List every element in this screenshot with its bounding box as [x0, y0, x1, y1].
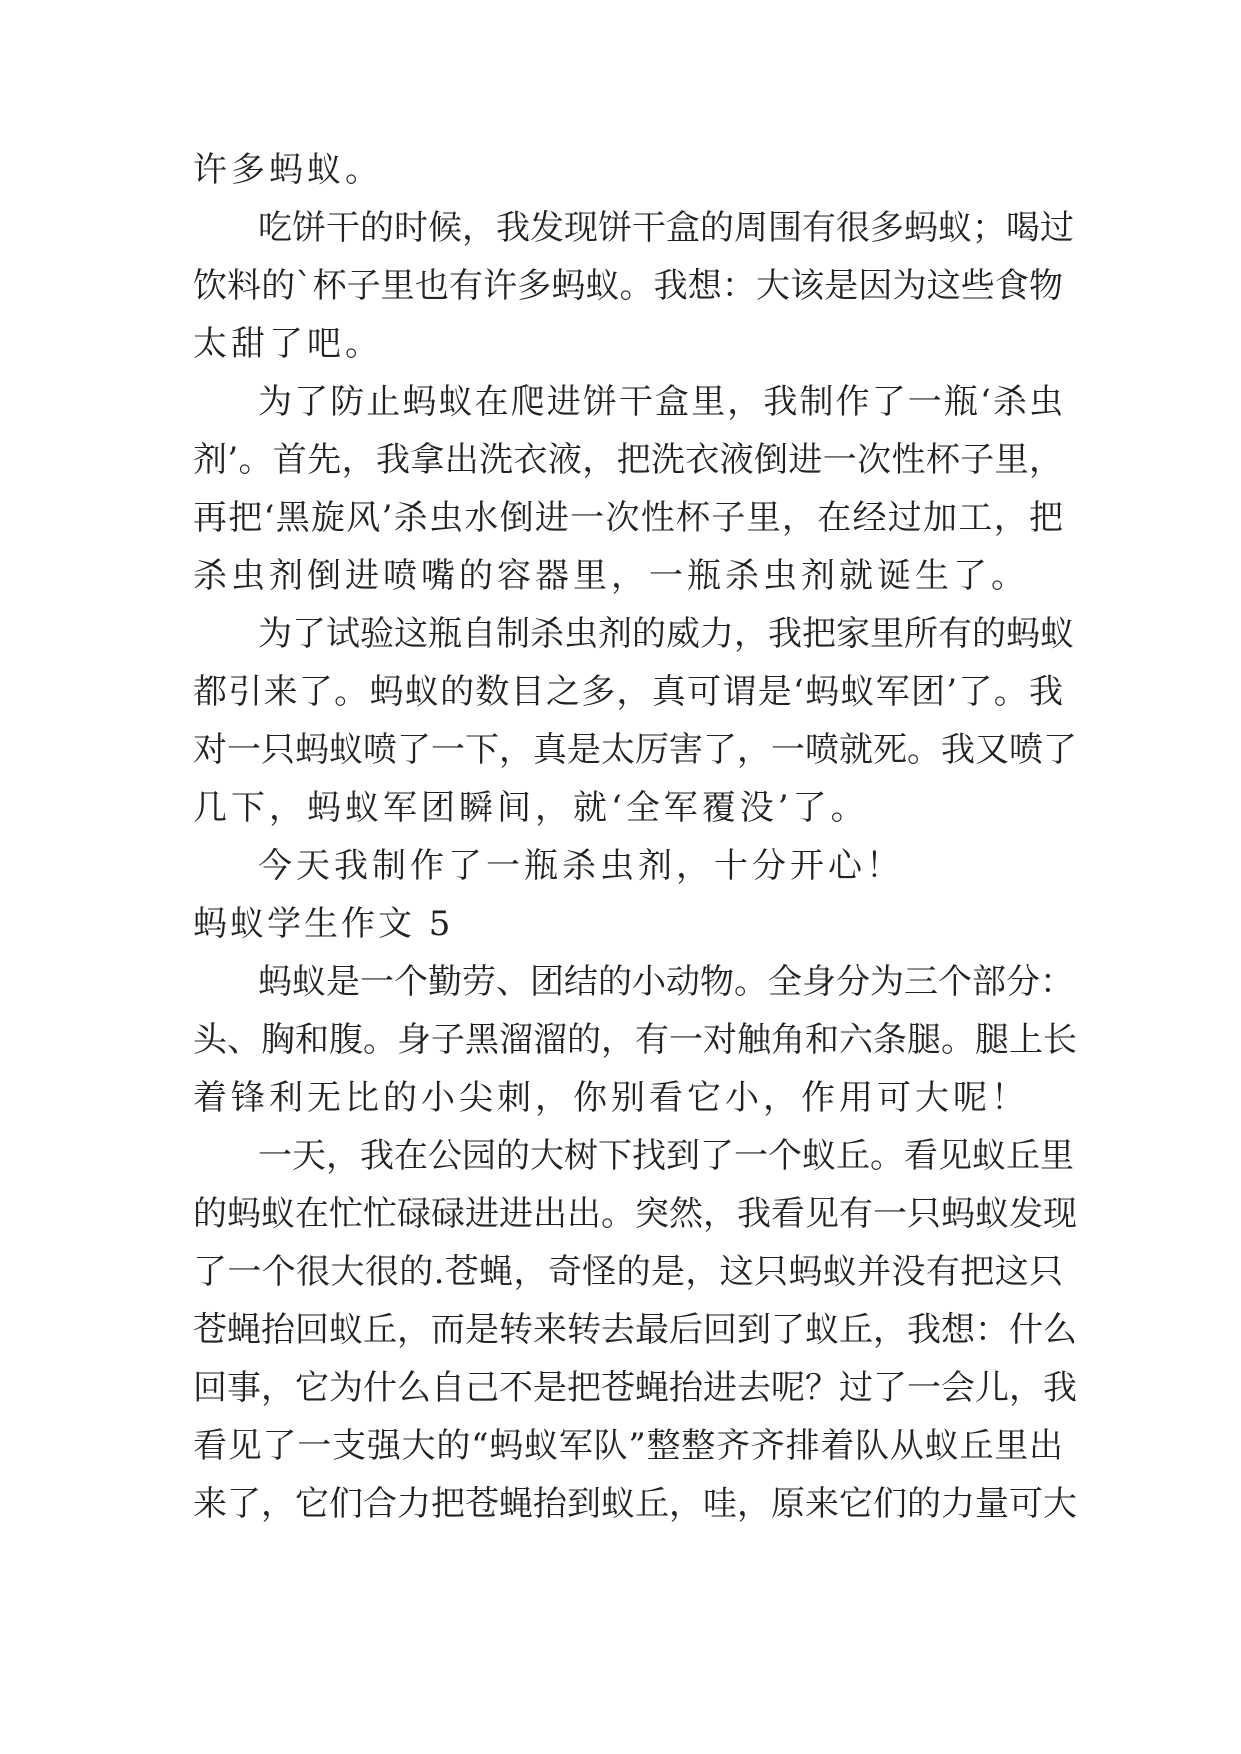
- text-line: 着锋利无比的小尖刺，你别看它小，作用可大呢！: [193, 1078, 1029, 1118]
- text-line: 再把‘黑旋风’杀虫水倒进一次性杯子里，在经过加工，把: [193, 498, 1063, 538]
- text-line: 剂’。首先，我拿出洗衣液，把洗衣液倒进一次性杯子里，: [193, 440, 1063, 480]
- paragraph-start-line: 今天我制作了一瓶杀虫剂，十分开心！: [258, 846, 904, 886]
- text-line: 太甜了吧。: [193, 324, 383, 364]
- text-line: 看见了一支强大的“蚂蚁军队”整整齐齐排着队从蚁丘里出: [193, 1426, 1063, 1466]
- paragraph-start-line: 吃饼干的时候，我发现饼干盒的周围有很多蚂蚁；喝过: [258, 208, 1074, 248]
- paragraph-start-line: 一天，我在公园的大树下找到了一个蚁丘。看见蚁丘里: [258, 1136, 1074, 1176]
- text-line: 都引来了。蚂蚁的数目之多，真可谓是‘蚂蚁军团’了。我: [193, 672, 1063, 712]
- paragraph-start-line: 为了试验这瓶自制杀虫剂的威力，我把家里所有的蚂蚁: [258, 614, 1074, 654]
- text-line: 对一只蚂蚁喷了一下，真是太厉害了，一喷就死。我又喷了: [193, 730, 1077, 770]
- text-line: 的蚂蚁在忙忙碌碌进进出出。突然，我看见有一只蚂蚁发现: [193, 1194, 1077, 1234]
- text-line: 头、胸和腹。身子黑溜溜的，有一对触角和六条腿。腿上长: [193, 1020, 1077, 1060]
- paragraph-start-line: 蚂蚁是一个勤劳、团结的小动物。全身分为三个部分：: [258, 962, 1074, 1002]
- text-line: 几下，蚂蚁军团瞬间，就‘全军覆没’了。: [193, 788, 869, 828]
- text-line: 饮料的`杯子里也有许多蚂蚁。我想：大该是因为这些食物: [193, 266, 1063, 306]
- section-heading: 蚂蚁学生作文 5: [193, 904, 454, 944]
- text-line: 来了，它们合力把苍蝇抬到蚁丘，哇，原来它们的力量可大: [193, 1484, 1077, 1524]
- text-line: 回事，它为什么自己不是把苍蝇抬进去呢？过了一会儿，我: [193, 1368, 1077, 1408]
- text-line: 杀虫剂倒进喷嘴的容器里，一瓶杀虫剂就诞生了。: [193, 556, 1029, 596]
- text-line: 了一个很大很的.苍蝇，奇怪的是，这只蚂蚁并没有把这只: [193, 1252, 1063, 1292]
- text-line: 苍蝇抬回蚁丘，而是转来转去最后回到了蚁丘，我想：什么: [193, 1310, 1077, 1350]
- text-line: 许多蚂蚁。: [193, 150, 383, 190]
- paragraph-start-line: 为了防止蚂蚁在爬进饼干盒里，我制作了一瓶‘杀虫: [258, 382, 1063, 422]
